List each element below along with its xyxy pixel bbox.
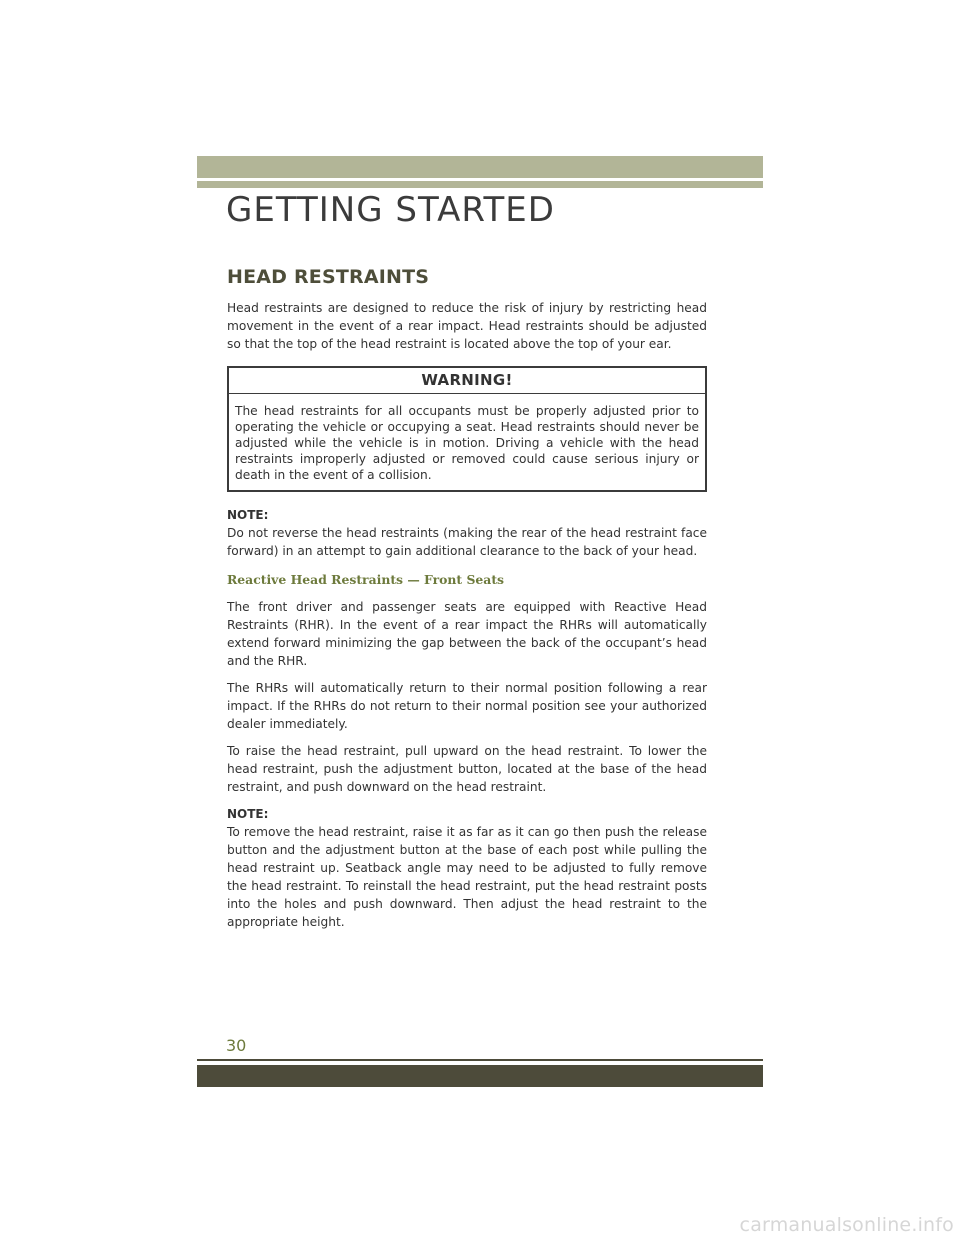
footer-rule <box>197 1059 763 1061</box>
watermark: carmanualsonline.info <box>739 1214 954 1236</box>
note-text: To remove the head restraint, raise it as far as it can go then push the release button and the adjustment button at the base of each post while pulling the head restraint up. Seatback angle may need to be adjusted to fully remove the head restraint. To reinstall the head restraint, put the head restraint posts into the holes and push downward. Then adjust the head restraint to the appropriate height. <box>227 825 707 929</box>
section-title: GETTING STARTED <box>226 190 555 230</box>
note-text: Do not reverse the head restraints (making the rear of the head restraint face forward) in an attempt to gain additional clearance to the back of your head. <box>227 526 707 558</box>
footer-band <box>197 1065 763 1087</box>
warning-text: The head restraints for all occupants must be properly adjusted prior to operating the vehicle or occupying a seat. Head restraints should never be adjusted while the vehicle is in motion. Driving a vehicle with the head restraints improperly adjusted or removed could cause serious injury or death in the event of a collision. <box>235 404 699 482</box>
page-heading: HEAD RESTRAINTS <box>227 266 430 288</box>
warning-title: WARNING! <box>229 368 705 394</box>
body-paragraph: The RHRs will automatically return to their normal position following a rear impact. If the RHRs do not return to their normal position see your authorized dealer immediately. <box>227 681 707 731</box>
page-content <box>227 266 707 940</box>
body-paragraph: To raise the head restraint, pull upward on the head restraint. To lower the head restraint, push the adjustment button, located at the base of the head restraint, and push downward on the head restraint. <box>227 744 707 794</box>
note-label: NOTE: <box>227 807 269 821</box>
header-band <box>197 156 763 178</box>
warning-box <box>227 366 707 492</box>
subheading: Reactive Head Restraints — Front Seats <box>227 572 505 587</box>
note-label: NOTE: <box>227 508 269 522</box>
intro-paragraph: Head restraints are designed to reduce the risk of injury by restricting head movement in the event of a rear impact. Head restraints should be adjusted so that the top of the head restraint is located above the top of your ear. <box>227 301 707 351</box>
header-band-stripe <box>197 181 763 188</box>
page-number: 30 <box>226 1036 247 1055</box>
body-paragraph: The front driver and passenger seats are equipped with Reactive Head Restraints (RHR). In the event of a rear impact the RHRs will automatically extend forward minimizing the gap between the back of the occupant’s head and the RHR. <box>227 600 707 668</box>
